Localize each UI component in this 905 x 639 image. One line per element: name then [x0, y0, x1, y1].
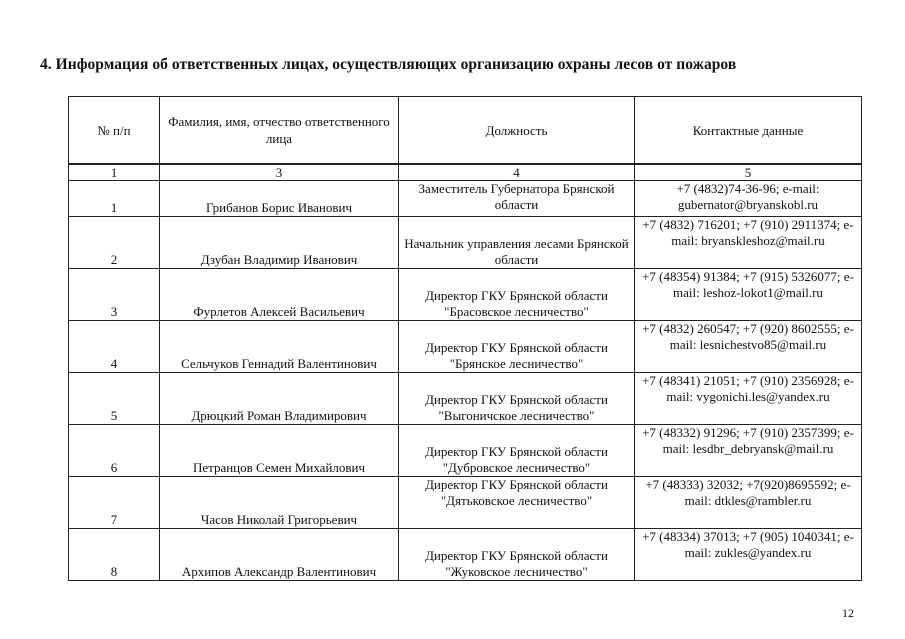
row-number-cell: 3: [69, 269, 160, 321]
contact-cell: +7 (4832)74-36-96; e-mail: gubernator@bryanskobl.ru: [635, 181, 862, 217]
table-row: [69, 269, 862, 321]
position-cell: Заместитель Губернатора Брянской области: [399, 181, 635, 217]
row-number-cell: 7: [69, 477, 160, 529]
position-cell: Начальник управления лесами Брянской области: [399, 217, 635, 269]
column-number-row: [69, 164, 862, 181]
position-cell: Директор ГКУ Брянской области "Брянское лесничество": [399, 321, 635, 373]
position-cell: Директор ГКУ Брянской области "Брасовское лесничество": [399, 269, 635, 321]
name-cell: Часов Николай Григорьевич: [160, 477, 399, 529]
name-cell: Фурлетов Алексей Васильевич: [160, 269, 399, 321]
header-cell-number: № п/п: [69, 97, 160, 165]
name-cell: Дрюцкий Роман Владимирович: [160, 373, 399, 425]
position-cell: Директор ГКУ Брянской области "Выгоничское лесничество": [399, 373, 635, 425]
responsible-persons-table: [68, 96, 862, 581]
position-cell: Директор ГКУ Брянской области "Дятьковское лесничество": [399, 477, 635, 529]
row-number-cell: 2: [69, 217, 160, 269]
position-cell: Директор ГКУ Брянской области "Дубровское лесничество": [399, 425, 635, 477]
row-number-cell: 1: [69, 181, 160, 217]
contact-cell: +7 (4832) 260547; +7 (920) 8602555; e-mail: lesnichestvo85@mail.ru: [635, 321, 862, 373]
table-row: [69, 321, 862, 373]
row-number-cell: 4: [69, 321, 160, 373]
section-heading: 4. Информация об ответственных лицах, осуществляющих организацию охраны лесов от пожаров: [40, 56, 737, 73]
table-row: [69, 477, 862, 529]
table-row: [69, 217, 862, 269]
contact-cell: +7 (48333) 32032; +7(920)8695592; e-mail: dtkles@rambler.ru: [635, 477, 862, 529]
table-row: [69, 181, 862, 217]
header-cell-position: Должность: [399, 97, 635, 165]
contact-cell: +7 (48334) 37013; +7 (905) 1040341; e-mail: zukles@yandex.ru: [635, 529, 862, 581]
table-row: [69, 373, 862, 425]
contact-cell: +7 (4832) 716201; +7 (910) 2911374; e-mail: bryanskleshoz@mail.ru: [635, 217, 862, 269]
column-number-cell: 4: [399, 164, 635, 181]
table-row: [69, 529, 862, 581]
page-number: 12: [842, 606, 854, 620]
row-number-cell: 5: [69, 373, 160, 425]
table-row: [69, 425, 862, 477]
contact-cell: +7 (48354) 91384; +7 (915) 5326077; e-mail: leshoz-lokot1@mail.ru: [635, 269, 862, 321]
column-number-cell: 5: [635, 164, 862, 181]
column-number-cell: 3: [160, 164, 399, 181]
header-cell-contact: Контактные данные: [635, 97, 862, 165]
contact-cell: +7 (48332) 91296; +7 (910) 2357399; e-mail: lesdbr_debryansk@mail.ru: [635, 425, 862, 477]
name-cell: Петранцов Семен Михайлович: [160, 425, 399, 477]
table-header-row: [69, 97, 862, 165]
header-cell-name: Фамилия, имя, отчество ответственного лица: [160, 97, 399, 165]
name-cell: Грибанов Борис Иванович: [160, 181, 399, 217]
contact-cell: +7 (48341) 21051; +7 (910) 2356928; e-mail: vygonichi.les@yandex.ru: [635, 373, 862, 425]
row-number-cell: 8: [69, 529, 160, 581]
position-cell: Директор ГКУ Брянской области "Жуковское лесничество": [399, 529, 635, 581]
row-number-cell: 6: [69, 425, 160, 477]
name-cell: Архипов Александр Валентинович: [160, 529, 399, 581]
name-cell: Дзубан Владимир Иванович: [160, 217, 399, 269]
column-number-cell: 1: [69, 164, 160, 181]
name-cell: Сельчуков Геннадий Валентинович: [160, 321, 399, 373]
